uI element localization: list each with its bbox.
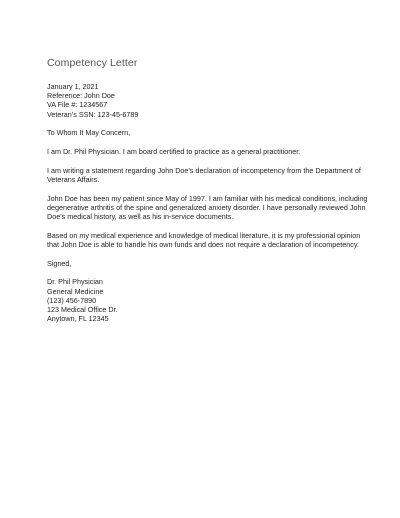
signature-address: 123 Medical Office Dr. [47, 304, 118, 314]
closing: Signed, [47, 258, 72, 268]
document-title: Competency Letter [47, 57, 138, 69]
signature-block [47, 277, 369, 323]
salutation: To Whom It May Concern, [47, 128, 131, 138]
paragraph-purpose: I am writing a statement regarding John Doe’s declaration of incompetency from the Department of Veterans Affairs. [47, 165, 361, 184]
signature-phone: (123) 456-7890 [47, 295, 97, 305]
letter-body [47, 82, 369, 323]
signature-city: Anytown, FL 12345 [47, 314, 109, 324]
reference-line: Reference: John Doe [47, 91, 115, 101]
ssn-line: Veteran’s SSN: 123-45-6789 [47, 109, 139, 119]
signature-name: Dr. Phil Physician [47, 277, 103, 287]
header-block [47, 82, 369, 119]
va-file-line: VA File #: 1234567 [47, 100, 108, 110]
paragraph-history: John Doe has been my patient since May of 1997. I am familiar with his medical conditions, including degenerative arthritis of the spine and generalized anxiety disorder. I have personally reviewed John Doe’s medical history, as well as his in-service documents. [47, 193, 368, 222]
date-line: January 1, 2021 [47, 82, 99, 91]
paragraph-opinion: Based on my medical experience and knowledge of medical literature, it is my professional opinion that John Doe is able to handle his own funds and does not require a declaration of incompetency. [47, 230, 361, 249]
signature-specialty: General Medicine [47, 286, 104, 296]
paragraph-intro: I am Dr. Phil Physician. I am board certified to practice as a general practitioner. [47, 147, 301, 157]
